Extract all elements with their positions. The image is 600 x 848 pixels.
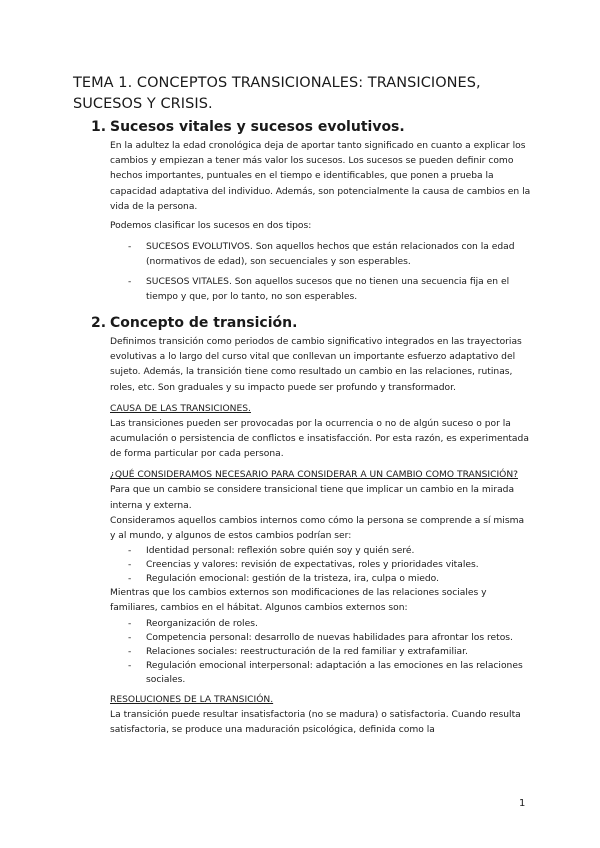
document-content	[91, 117, 531, 738]
section-2-paragraph: Definimos transición como periodos de cambio significativo integrados en las trayectorias evolutivas a lo largo del curso vital que conllevan un importante esfuerzo adaptativo del sujeto. Además, la transición tiene como resultado un cambio en las relaciones, rutinas, roles, etc. Son graduales y su impacto puede ser profundo y transformador.	[110, 337, 522, 393]
resolutions-heading: RESOLUCIONES DE LA TRANSICIÓN.	[110, 694, 274, 705]
section-2-heading	[91, 313, 531, 333]
list-item: - SUCESOS VITALES. Son aquellos sucesos que no tienen una secuencia fija en el tiempo y que, por lo tanto, no son esperables.	[110, 275, 531, 305]
list-item: - Identidad personal: reflexión sobre quién soy y quién seré.	[110, 544, 531, 558]
list-item: - Regulación emocional: gestión de la tristeza, ira, culpa o miedo.	[110, 572, 531, 586]
question-paragraph: Para que un cambio se considere transicional tiene que implicar un cambio en la mirada interna y externa.	[110, 485, 515, 511]
section-1-heading	[91, 117, 531, 137]
section-2-number: 2.	[91, 315, 107, 332]
causes-heading: CAUSA DE LAS TRANSICIONES.	[110, 403, 251, 414]
external-changes-list	[110, 617, 531, 687]
list-item: - Regulación emocional interpersonal: adaptación a las emociones en las relaciones sociales.	[110, 659, 531, 687]
question-paragraph: Consideramos aquellos cambios internos como cómo la persona se comprende a sí misma y al mundo, y algunos de estos cambios podrían ser:	[110, 515, 525, 542]
causes-paragraph: Las transiciones pueden ser provocadas por la ocurrencia o no de algún suceso o por la acumulación o persistencia de conflictos e insatisfacción. Por esta razón, es experimentada de forma particular por cada persona.	[110, 418, 529, 460]
list-item: - SUCESOS EVOLUTIVOS. Son aquellos hechos que están relacionados con la edad (normativos de edad), son secuenciales y son esperables.	[110, 240, 531, 270]
section-1-paragraph: Podemos clasificar los sucesos en dos tipos:	[110, 221, 312, 232]
events-list	[110, 240, 531, 305]
section-1-number: 1.	[91, 119, 107, 135]
list-item: - Competencia personal: desarrollo de nuevas habilidades para afrontar los retos.	[110, 631, 531, 645]
list-item: - Creencias y valores: revisión de expectativas, roles y prioridades vitales.	[110, 558, 531, 572]
internal-changes-list	[110, 544, 531, 586]
resolutions-paragraph: La transición puede resultar insatisfactoria (no se madura) o satisfactoria. Cuando resulta satisfactoria, se produce una maduración psicológica, definida como la	[110, 709, 521, 735]
document-title: TEMA 1. CONCEPTOS TRANSICIONALES: TRANSICIONES, SUCESOS Y CRISIS.	[73, 75, 481, 112]
section-1-paragraph: En la adultez la edad cronológica deja de aportar tanto significado en cuanto a explicar los cambios y empiezan a tener más valor los sucesos. Los sucesos se pueden definir como hechos importantes, puntuales en el tiempo e identificables, que ponen a prueba la capacidad adaptativa del individuo. Además, son potencialmente la causa de cambios en la vida de la persona.	[110, 141, 531, 212]
list-item: - Reorganización de roles.	[110, 617, 531, 631]
page-number: 1	[519, 798, 526, 809]
section-2-body	[110, 335, 531, 738]
question-heading: ¿QUÉ CONSIDERAMOS NECESARIO PARA CONSIDERAR A UN CAMBIO COMO TRANSICIÓN?	[110, 470, 519, 481]
section-2-title: Concepto de transición.	[110, 315, 298, 332]
external-intro-paragraph: Mientras que los cambios externos son modificaciones de las relaciones sociales y familiares, cambios en el hábitat. Algunos cambios externos son:	[110, 588, 487, 614]
section-1-body	[110, 139, 531, 305]
section-1-title: Sucesos vitales y sucesos evolutivos.	[110, 119, 405, 135]
list-item: - Relaciones sociales: reestructuración de la red familiar y extrafamiliar.	[110, 645, 531, 659]
